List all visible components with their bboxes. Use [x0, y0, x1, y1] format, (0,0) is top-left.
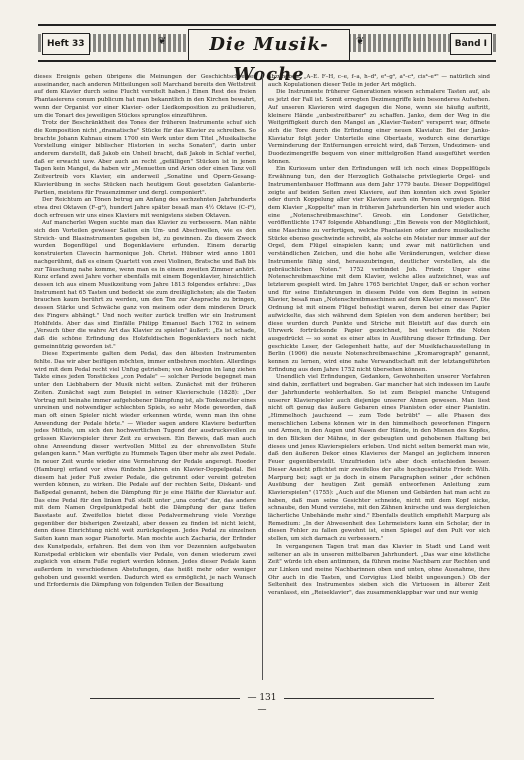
paragraph: Der Reichtum an Tönen betrug am Anfang des sechzehnten Jahrhunderts etwa drei Oktaven (F–g³), hundert Jahre später besaß man 4½ Oktave (C–f³), doch erfreuen wir uns eines Klaviers mit wenigstens sieben Oktaven.	[34, 197, 256, 219]
volume-label: Band I	[450, 33, 492, 55]
paragraph: Trotz der Beschränktheit des Tones der früheren Instrumente schuf sich die Komposition nicht „dramatische" Stücke für das Klavier zu schreiben. So brachte Johann Kuhnau einem 1700 ein Werk unter dem Titel „Musikalische Vorstellung einiger biblischer Historien in sechs Sonaten", darin unter anderem darstellt, daß Jakob ein Unheil bracht, daß Jakob in Schlaf verfiel, daß er erwacht usw. Aber auch an recht „gefälligen" Stücken ist in jenen Tagen kein Mangel, da haben wir „Menuetten und Arien oder einen Tanz voll Zeitvertreib vors Klavier, ein anderweil „Sonatine und Opern-Gesang-Klavierübung in sechs Stücken nach heutigem Gout gesetzten Galanterie-Partien, meistens für Frauenzimmer und dergl. componiert".	[34, 120, 256, 196]
flourish-left-icon: ❦	[158, 36, 167, 47]
paragraph: dieses Ereignis gehen übrigens die Meinungen der Geschichtschreiber auseinander, nach anderen Mitteilungen soll Marchand bereits den Wettstreit auf dem Klavier durch seine Flucht vereitelt haben.) Einen Rest des freien Phantasierens conum publicum hat man bekanntlich in den Kirchen bewahrt, wenn der Organist vor einer Klavier- oder Liedkomposition zu präludieren, um die Tonart des jeweiligen Stückes sprunglos einzuführen.	[34, 74, 256, 119]
page-footer	[0, 692, 524, 715]
paragraph: Unendlich viel Erfindungen, Gedanken, Gewohnheiten unserer Vorfahren sind dahin, zerflattert und begraben. Gar mancher hat sich indessen im Laufe der Jahrhunderte wohlerhalten. So ist zum Beispiel manche Untugend unserer Klavierspieler auch diejenige unserer Ahnen gewesen. Man liest nicht oft genug das äußere Gebaren eines Pianisten oder einer Pianistin. „Himmelhoch jauchzend — zum Tode betrübt" — alle Phasen des menschlichen Lebens können wir in den himmelhoch geworfenen Fingern und Armen, in den Augen und Nasen der Hände, in den Mienen des Kopfes, in den Blicken der Mähne, in der gebeugten und gehobenen Haltung bei dieses und jenes Klavierspielers erleben. Und nicht selten bemerkt man wie, daß den äußeren Dekor eines Klavieres der Mangel an jeglichem inneren Feuer gegenüberstellt. Unzufrieden ist's aber doch entschieden besser. Dieser Ansicht pflichtet mir zweifellos der alte hochgeschätzte Friedr. Wilh. Marpurg bei; sagt er ja doch in einem Paragraphen seiner „der schönen Ausübung der heutigen Zeit gemäß entworfenen Anleitung zum Klavierspielen" (1755): „Auch auf die Mienen und Gebärden hat man acht zu haben, daß man seine Gesichter schneide, nicht mit dem Kopf nicke, schnaube, den Mund verziehe, mit den Zähnen knirsche und was dergleichen lächerliche Unbehände mehr sind." Ebenfalls deutlich empfiehlt Marpurg als Remedium: „In der Abwesenheit des Lehrmeisters kann ein Scholar, der in diesen Fehler zu fallen gewohnt ist, einen Spiegel auf den Pult vor sich stellen, um sich darnach zu verbessern."	[268, 374, 490, 543]
paragraph: Die Instrumente früherer Generationen wiesen schmalere Tasten auf, als es jetzt der Fall ist. Somit erregten Dezimengriffe kein besonderes Aufsehen. Auf unseren Klavieren wird dagegen die None, wenn sie häufig auftritt, kleinere Hände „unbestreitbarer" zu schaffen. Janko, dem der Weg in die Weitgriffigkeit durch den Mangel an „Klavier-Tasten" versperrt war, öffnete sich die Tore durch die Erfindung einer neuen Klaviatur. Bei der Janko-Klaviatur folgt jeder Unterteile eine Obertaste, wodurch eine derartige Verminderung der Entfernungen erreicht wird, daß Terzen, Undezimen- und Duodezimengriffe bequem von einer mittelgroßen Hand ausgeführt werden können.	[268, 89, 490, 165]
paragraph: Auf mancherlei Wegen suchte man das Klavier zu verbessern. Man nähte sich den Vorteilen gewisser Saiten ein Um- und Abschwellen, wie es den Streich- und Blasinstrumenten gegeben ist, zu gewinnen. Zu diesem Zweck wurden Bogenflügel und Bogenklaviere erfunden. Einem derartig konstruierten Clavecin harmonique Joh. Christ. Hübner wird anno 1801 nachgerühmt, daß es einem Quartett von zwei Violinen, Bratsche und Baß bis zur Täuschung nahe komme, wenn man es in einem zweiten Zimmer anhört. Kunz erfand zwei Jahre vorher ebenfalls mit einem Bogenklavier, hinsichtlich dessen ich aus einem Musikzeitung vom Jahre 1813 folgendes erfahre: „Das Instrument hat 65 Tasten und bedeckt sie zum dreißiglichsten; als die Tasten brauchen kaum berührt zu werden, um den Ton zur Ansprache zu bringen, dessen Stärke und Schwäche ganz von meinem oder dem minderen Druck des Fingers abhängt." Und noch weiter zurück treffen wir ein Instrument Hohlfelds. Aber das sind Einfälle Philipp Emanuel Bach 1762 in seinem „Versuch über die wahre Art das Klavier zu spielen" äußert: „Es ist schade, daß die schöne Erfindung des Holzfeldischen Bogenklaviers noch nicht gemeinnützig geworden ist."	[34, 220, 256, 350]
flourish-right-icon: ❦	[356, 36, 365, 47]
page-number: — 131 —	[247, 693, 277, 715]
right-column	[268, 74, 490, 680]
footer-rule-left	[90, 698, 240, 699]
paragraph: Ein Kuriosum unter den Erfindungen will ich noch eines Doppelflügels Erwähnung tun, den der Herzoglich Gothaische privilegierte Orgel- und Instrumentenbauer Hoffmann aus dem Jahr 1779 baute. Dieser Doppelflügel zeigte auf beiden Seiten zwei Klaviere, auf ihm konnten sich zwei Spieler oder durch Koppelung aller vier Klaviere auch ein Person vergnügen. Bild dem Klavier „Koppelte" man in früheren Jahrhunderten hin und wieder auch eine „Notenschreibmaschine". Greob. ein Londoner Geistlicher, veröffentlichte 1747 folgende Abhandlung: „Ein Beweis von der Möglichkeit, eine Maschine zu verfertigen, welche Phantasien oder andere musikalische Stücke ebenso geschwinde schreibt, als solche ein Meister nur immer auf der Orgel, dem Flügel einspielen kann; und zwar mit natürlichen und verständlichen Zeichen, und die hohe alle Veränderungen, welcher diese Instrumente fähig sind, herauszubringen, deutlicher verstellen, als die gebräuchlichen Noten." 1752 verbindet Joh. Friedr. Unger eine Notenschreibmaschine mit dem Klavier, welche alles aufzeichnet, was auf letzterem gespielt wird. Im Jahre 1765 berichtet Unger, daß er schon vorher und für seine Einfahrungen in diesem Felde von dem Beginn in seinen Klavier, besaß man „Notenschreibmaschinen auf dem Klavier zu messen". Die Ordnung ist mit einem Flügel befestigt waren, deren bei einer das Papier aufwickelte, das sich während dem Spielen von dem anderen herüber; bei diese wurden durch Punkte und Striche mit Bleistift auf das durch ein Uhrwerk fortrückende Papier gezeichnet, bei welchem die Noten ausgedrückt — so sonst es einer altes in Ausführung dieser Erfindung. Der geschickte Leser, der Gelegenheit hatte, auf der Musikfachausstellung in Berlin (1906) die neuste Notenschreibmaschine „Kromarograph" genannt, kennen zu lernen, wird eine nahe Verwandtschaft mit der letztangeführten Erfindung aus dem Jahre 1752 nicht übersehen können.	[268, 166, 490, 373]
footer-rule-right	[284, 698, 434, 699]
column-divider	[262, 74, 263, 680]
paragraph: In vergangenen Tagen trat man das Klavier in Stadt und Land weit seltener an als in unseren mittelbaren Jahrhundert. „Das war eine köstliche Zeit" würde ich eben antimmen, da führen meine Nachbarn zur Rechten und zur Linken und meine Nachbarinnen oben und unten, ohne Ausnahme, ihre Ohr auch in die Tasten, und Corvigius Lied bleibt ungesungen.) Ob der Seltenheit des Instrumentes sieben sich die Virtuosen in älterer Zeit veranlasst, ein „Reiseklavier", das zusammenklappbar war und nur wenig	[268, 543, 490, 597]
issue-label: Heft 33	[42, 33, 90, 55]
paragraph: abzuheben: „A–E. F–H, c–e, f–a, h–d³, e³–g³, a³–c⁴, cis⁴–e⁴" — natürlich sind auch Kopulationen dieser Teile in jeder Art möglich.	[268, 74, 490, 88]
paragraph: Diese Experimente galten dem Pedal, das den ältesten Instrumenten fehlte. Das wir aber beifügen möchten, immer entbehren mochten. Allerdings wird mit dem Pedal recht viel Unfug getrieben; von Anbeginn im lang ziehen Takte eines jeden Tonstückes „con Pedale" — solcher Periode begegnet man unter den Liebhabern der Musik nicht selten. Zunächst mit der früheren Zeiten. Zunächst sagt zum Beispiel in seiner Klavierschule (1828): „Der Vortrag mit beinahe immer aufgehobener Dämpfung ist, als Tonkunstler eines unreinen und notwendiger schlechten Spiels, so sehr Mode geworden, daß man oft einen Spieler nicht wieder erkennen würde, wenn man ihn ohne Anwendung der Pedale hörte." — Wieder sagen andere Klaviere bedurften jedes Mittels, um sich den hochwertlichen Tugend der ausdrucksvollen zu grüssen Klavierspieler ihrer Zeit zu erweisen. Ein Beweis, daß man auch ohne Anwendung dieser wertvollen Mittel zu der ehrenvollsten Stufe gelangen kann." Man verfügte zu Hummels Tagen über mehr als zwei Pedale. In neuer Zeit wurde wieder eine Vermehrung der Pedale angeregt. Roeder (Hamburg) erfand vor etwa fünfzehn Jahren ein Klavier-Doppelpedal. Bei diesem hat jeder Fuß zweier Pedale, die getrennt oder vereint getreten werden können, zu wirken. Die Pedale auf der rechten Seite, Diskant- und Baßpedal genannt, heben die Dämpfung für je eine Hälfte der Klaviatur auf. Das eine Pedal für den linken Fuß stellt unter „una corda" dar, das andere mit dem Namen Orgelpunktpedal hebt die Dämpfung der ganz tiefen Basstaste auf. Zweifellos bietet diese Pedalvermehrung viele Vorzüge gegenüber der bisherigen Zweizahl, aber dessen zu finden ist nicht leicht, denn diese Einrichtung nicht weit zurückgelegen. Jedes Pedal zu einzelnen Saiten kann man sogar Pianoforte. Man mochte auch Zacharia, der Erfinder des Kunstpedals, erfahren. Bei dem von ihm vor Dezennien aufgebauten Kunstpedal erblicken wir ebenfalls vier Pedale, von denen wiederum zwei zugleich von einem Fuße regiert werden können. Jedes dieser Pedale kann außerdem in verschiedenen Abstufungen, das heißt mehr oder weniger gehoben und gesenkt werden. Dadurch wird es ermöglicht, je nach Wunsch und Erfordernis die Dämpfung von folgenden Teilen der Besaitung	[34, 351, 256, 589]
left-column	[34, 74, 256, 680]
magazine-title: Die Musik-Woche	[188, 29, 350, 61]
